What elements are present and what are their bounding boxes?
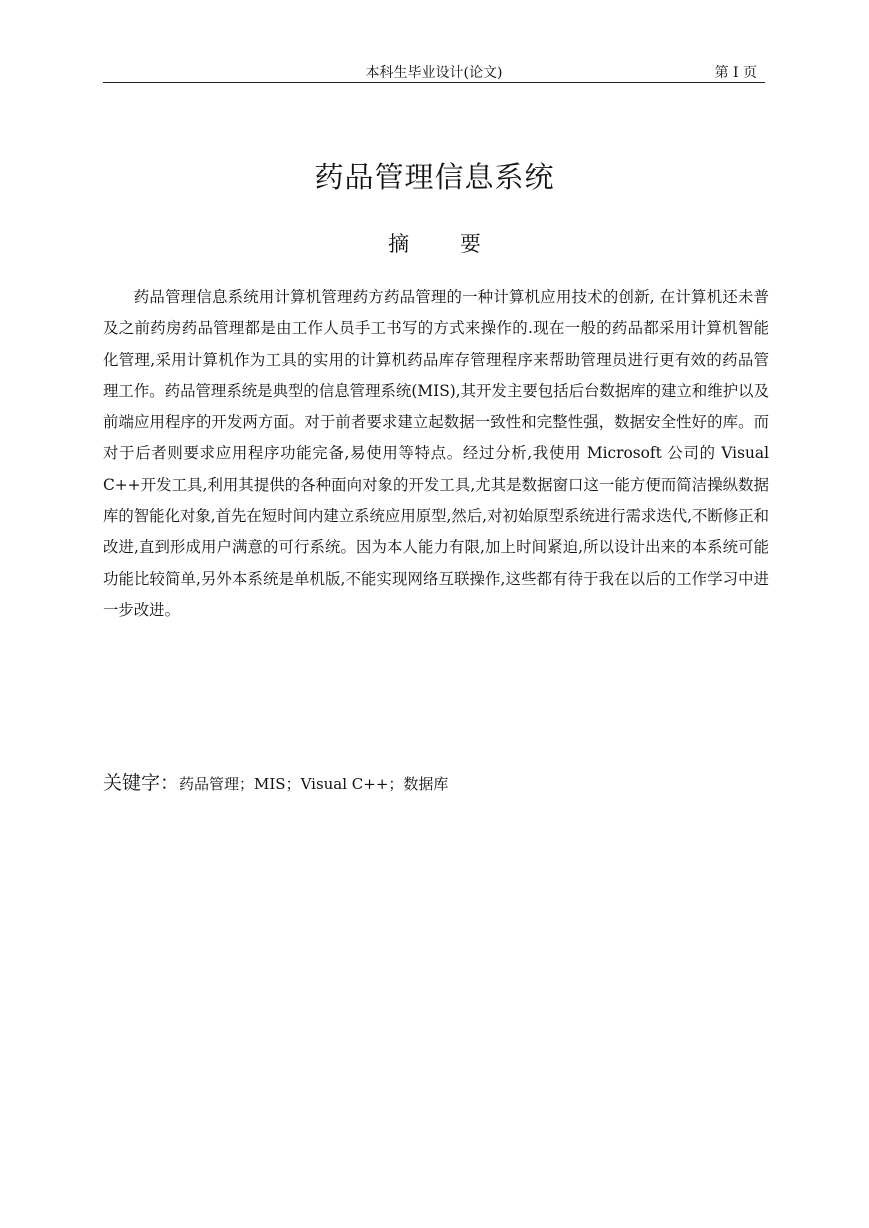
- keywords-line: [103, 768, 448, 795]
- abstract-body: 药品管理信息系统用计算机管理药方药品管理的一种计算机应用技术的创新, 在计算机还未普及之前药房药品管理都是由工作人员手工书写的方式来操作的.现在一般的药品都采用计算机智能化管理,采用计算机作为工具的实用的计算机药品库存管理程序来帮助管理员进行更有效的药品管理工作。药品管理系统是典型的信息管理系统(MIS),其开发主要包括后台数据库的建立和维护以及前端应用程序的开发两方面。对于前者要求建立起数据一致性和完整性强，数据安全性好的库。而对于后者则要求应用程序功能完备,易使用等特点。经过分析,我使用 Microsoft 公司的 Visual C++开发工具,利用其提供的各种面向对象的开发工具,尤其是数据窗口这一能方便而简洁操纵数据库的智能化对象,首先在短时间内建立系统应用原型,然后,对初始原型系统进行需求迭代,不断修正和改进,直到形成用户满意的可行系统。因为本人能力有限,加上时间紧迫,所以设计出来的本系统可能功能比较简单,另外本系统是单机版,不能实现网络互联操作,这些都有待于我在以后的工作学习中进一步改进。: [103, 288, 769, 619]
- abstract-heading: 摘 要: [388, 232, 503, 256]
- document-title: 药品管理信息系统: [314, 160, 555, 194]
- page-header: [103, 60, 765, 83]
- header-title: 本科生毕业设计(论文): [365, 65, 503, 81]
- keywords-label: 关键字：: [103, 772, 180, 794]
- page-number-label: 第 I 页: [714, 65, 757, 81]
- keywords-text: 药品管理；MIS；Visual C++；数据库: [179, 775, 449, 793]
